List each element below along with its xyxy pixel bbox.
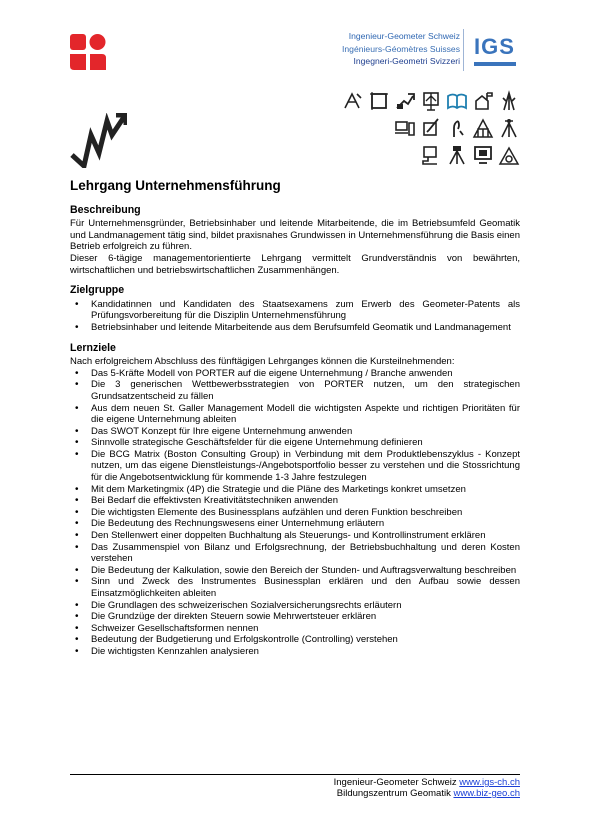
book-icon: [446, 90, 468, 112]
section-heading: Beschreibung: [70, 203, 141, 216]
section-lernziele: [70, 343, 520, 658]
org-name-it: Ingegneri-Geometri Svizzeri: [353, 56, 460, 66]
list-item: • Die wichtigsten Elemente des Businessplans aufzählen und deren Funktion beschreiben: [70, 507, 520, 519]
section-heading: Lernziele: [70, 341, 116, 354]
plan-board-icon: [420, 90, 442, 112]
list-item: • Kandidatinnen und Kandidaten des Staatsexamens zum Erwerb des Geometer-Patents als Prüfungsvorbereitung für die Disziplin Unternehmensführung: [70, 299, 520, 322]
document-body: [70, 180, 520, 667]
biz-geo-website-link[interactable]: www.biz-geo.ch: [453, 788, 520, 799]
igs-logo: IGS: [474, 34, 515, 59]
org-name-de: Ingenieur-Geometer Schweiz: [348, 31, 460, 41]
section-zielgruppe: [70, 285, 520, 333]
footer-line-biz: [300, 788, 520, 799]
computer-plot-icon: [394, 117, 416, 139]
list-item: • Bedeutung der Budgetierung und Erfolgskontrolle (Controlling) verstehen: [70, 634, 520, 646]
list-item: • Die Bedeutung der Kalkulation, sowie den Bereich der Stunden- und Auftragsverwaltung beschreiben: [70, 565, 520, 577]
igs-logo-bar: [474, 62, 516, 66]
survey-tools-icon: [342, 90, 364, 112]
footer-line-igs: [300, 777, 520, 788]
building-frame-icon: [472, 117, 494, 139]
list-item: • Das Zusammenspiel von Bilanz und Erfolgsrechnung, der Betriebsbuchhaltung und deren Kosten verstehen: [70, 542, 520, 565]
list-item: • Den Stellenwert einer doppelten Buchhaltung als Steuerungs- und Kontrollinstrument erklären: [70, 530, 520, 542]
list-item: • Bei Bedarf die effektivsten Kreativitätstechniken anwenden: [70, 495, 520, 507]
list-item: • Das SWOT Konzept für Ihre eigene Unternehmung anwenden: [70, 426, 520, 438]
house-flag-icon: [472, 90, 494, 112]
pictogram-row: [340, 144, 520, 166]
hand-point-icon: [446, 117, 468, 139]
footer-label: Ingenieur-Geometer Schweiz: [333, 777, 460, 788]
list-item: • Mit dem Marketingmix (4P) die Strategie und die Pläne des Marketings konkret umsetzen: [70, 484, 520, 496]
list-item: • Sinnvolle strategische Geschäftsfelder für die eigene Unternehmung definieren: [70, 437, 520, 449]
list-item: • Das 5-Kräfte Modell von PORTER auf die eigene Unternehmung / Branche anwenden: [70, 368, 520, 380]
list-item: • Die wichtigsten Kennzahlen analysieren: [70, 646, 520, 658]
list-item: • Die 3 generischen Wettbewerbsstrategien von PORTER nutzen, um den strategischen Grundsatzentscheid zu fällen: [70, 379, 520, 402]
list-item: • Die BCG Matrix (Boston Consulting Group) in Verbindung mit dem Produktlebenszyklus - Konzept nutzen, um das eigene Dienstleistungs-/Angebotsportfolio besser zu verstehen und die Stossrichtung für die Angebotsentwicklung für kommende 1-3 Jahre festzulegen: [70, 449, 520, 484]
monitor-icon: [472, 144, 494, 166]
hand-tool-icon: [394, 90, 416, 112]
footer-divider: [70, 774, 520, 775]
organization-names: [330, 30, 460, 68]
drafting-icon: [420, 117, 442, 139]
workstation-icon: [420, 144, 442, 166]
list-item: • Die Grundzüge der direkten Steuern sowie Mehrwertsteuer erklären: [70, 611, 520, 623]
section-beschreibung: [70, 205, 520, 277]
list-item: • Betriebsinhaber und leitende Mitarbeitende aus dem Berufsumfeld Geomatik und Landmanagement: [70, 322, 520, 334]
paragraph: Für Unternehmensgründer, Betriebsinhaber und leitende Mitarbeitende, die im Betriebsumfeld Geomatik und Landmanagement tätig sind, bildet praxisnahes Grundwissen in Unternehmensführung die Basis einen Betrieb erfolgreich zu führen.: [70, 218, 520, 253]
pictogram-row: [340, 117, 520, 139]
growth-chart-icon: [70, 113, 127, 168]
igs-website-link[interactable]: www.igs-ch.ch: [459, 777, 520, 788]
list-item: • Schweizer Gesellschaftsformen nennen: [70, 623, 520, 635]
pictogram-grid: [340, 90, 520, 171]
theodolite-icon: [446, 144, 468, 166]
footer-label: Bildungszentrum Geomatik: [336, 788, 454, 799]
footer: [300, 777, 520, 799]
list-item: • Die Bedeutung des Rechnungswesens einer Unternehmung erläutern: [70, 518, 520, 530]
paragraph: Nach erfolgreichem Abschluss des fünftägigen Lehrganges können die Kursteilnehmenden:: [70, 356, 455, 368]
igs-divider: [463, 29, 464, 71]
tripod-icon: [498, 117, 520, 139]
document-title: Lehrgang Unternehmensführung: [70, 178, 281, 193]
org-name-fr: Ingénieurs-Géomètres Suisses: [342, 43, 460, 54]
bullet-list: [70, 299, 520, 334]
pictogram-row: [340, 90, 520, 112]
section-heading: Zielgruppe: [70, 284, 125, 297]
leveling-rod-icon: [498, 90, 520, 112]
list-item: • Aus dem neuen St. Galler Management Modell die wichtigsten Aspekte und richtigen Prioritäten für die eigene Unternehmung ableiten: [70, 403, 520, 426]
frame-icon: [368, 90, 390, 112]
organization-logo: [70, 34, 106, 70]
list-item: • Die Grundlagen des schweizerischen Sozialversicherungsrechts erläutern: [70, 600, 520, 612]
paragraph: Dieser 6-tägige managementorientierte Lehrgang vermittelt Grundverständnis von bewährten, wirtschaftlichen und betriebswirtschaftlichen Zusammenhängen.: [70, 252, 520, 276]
list-item: • Sinn und Zweck des Instrumentes Businessplan erklären und den Aufbau sowie dessen Einsatzmöglichkeiten ableiten: [70, 576, 520, 599]
bullet-list: [70, 368, 520, 658]
gnss-icon: [498, 144, 520, 166]
